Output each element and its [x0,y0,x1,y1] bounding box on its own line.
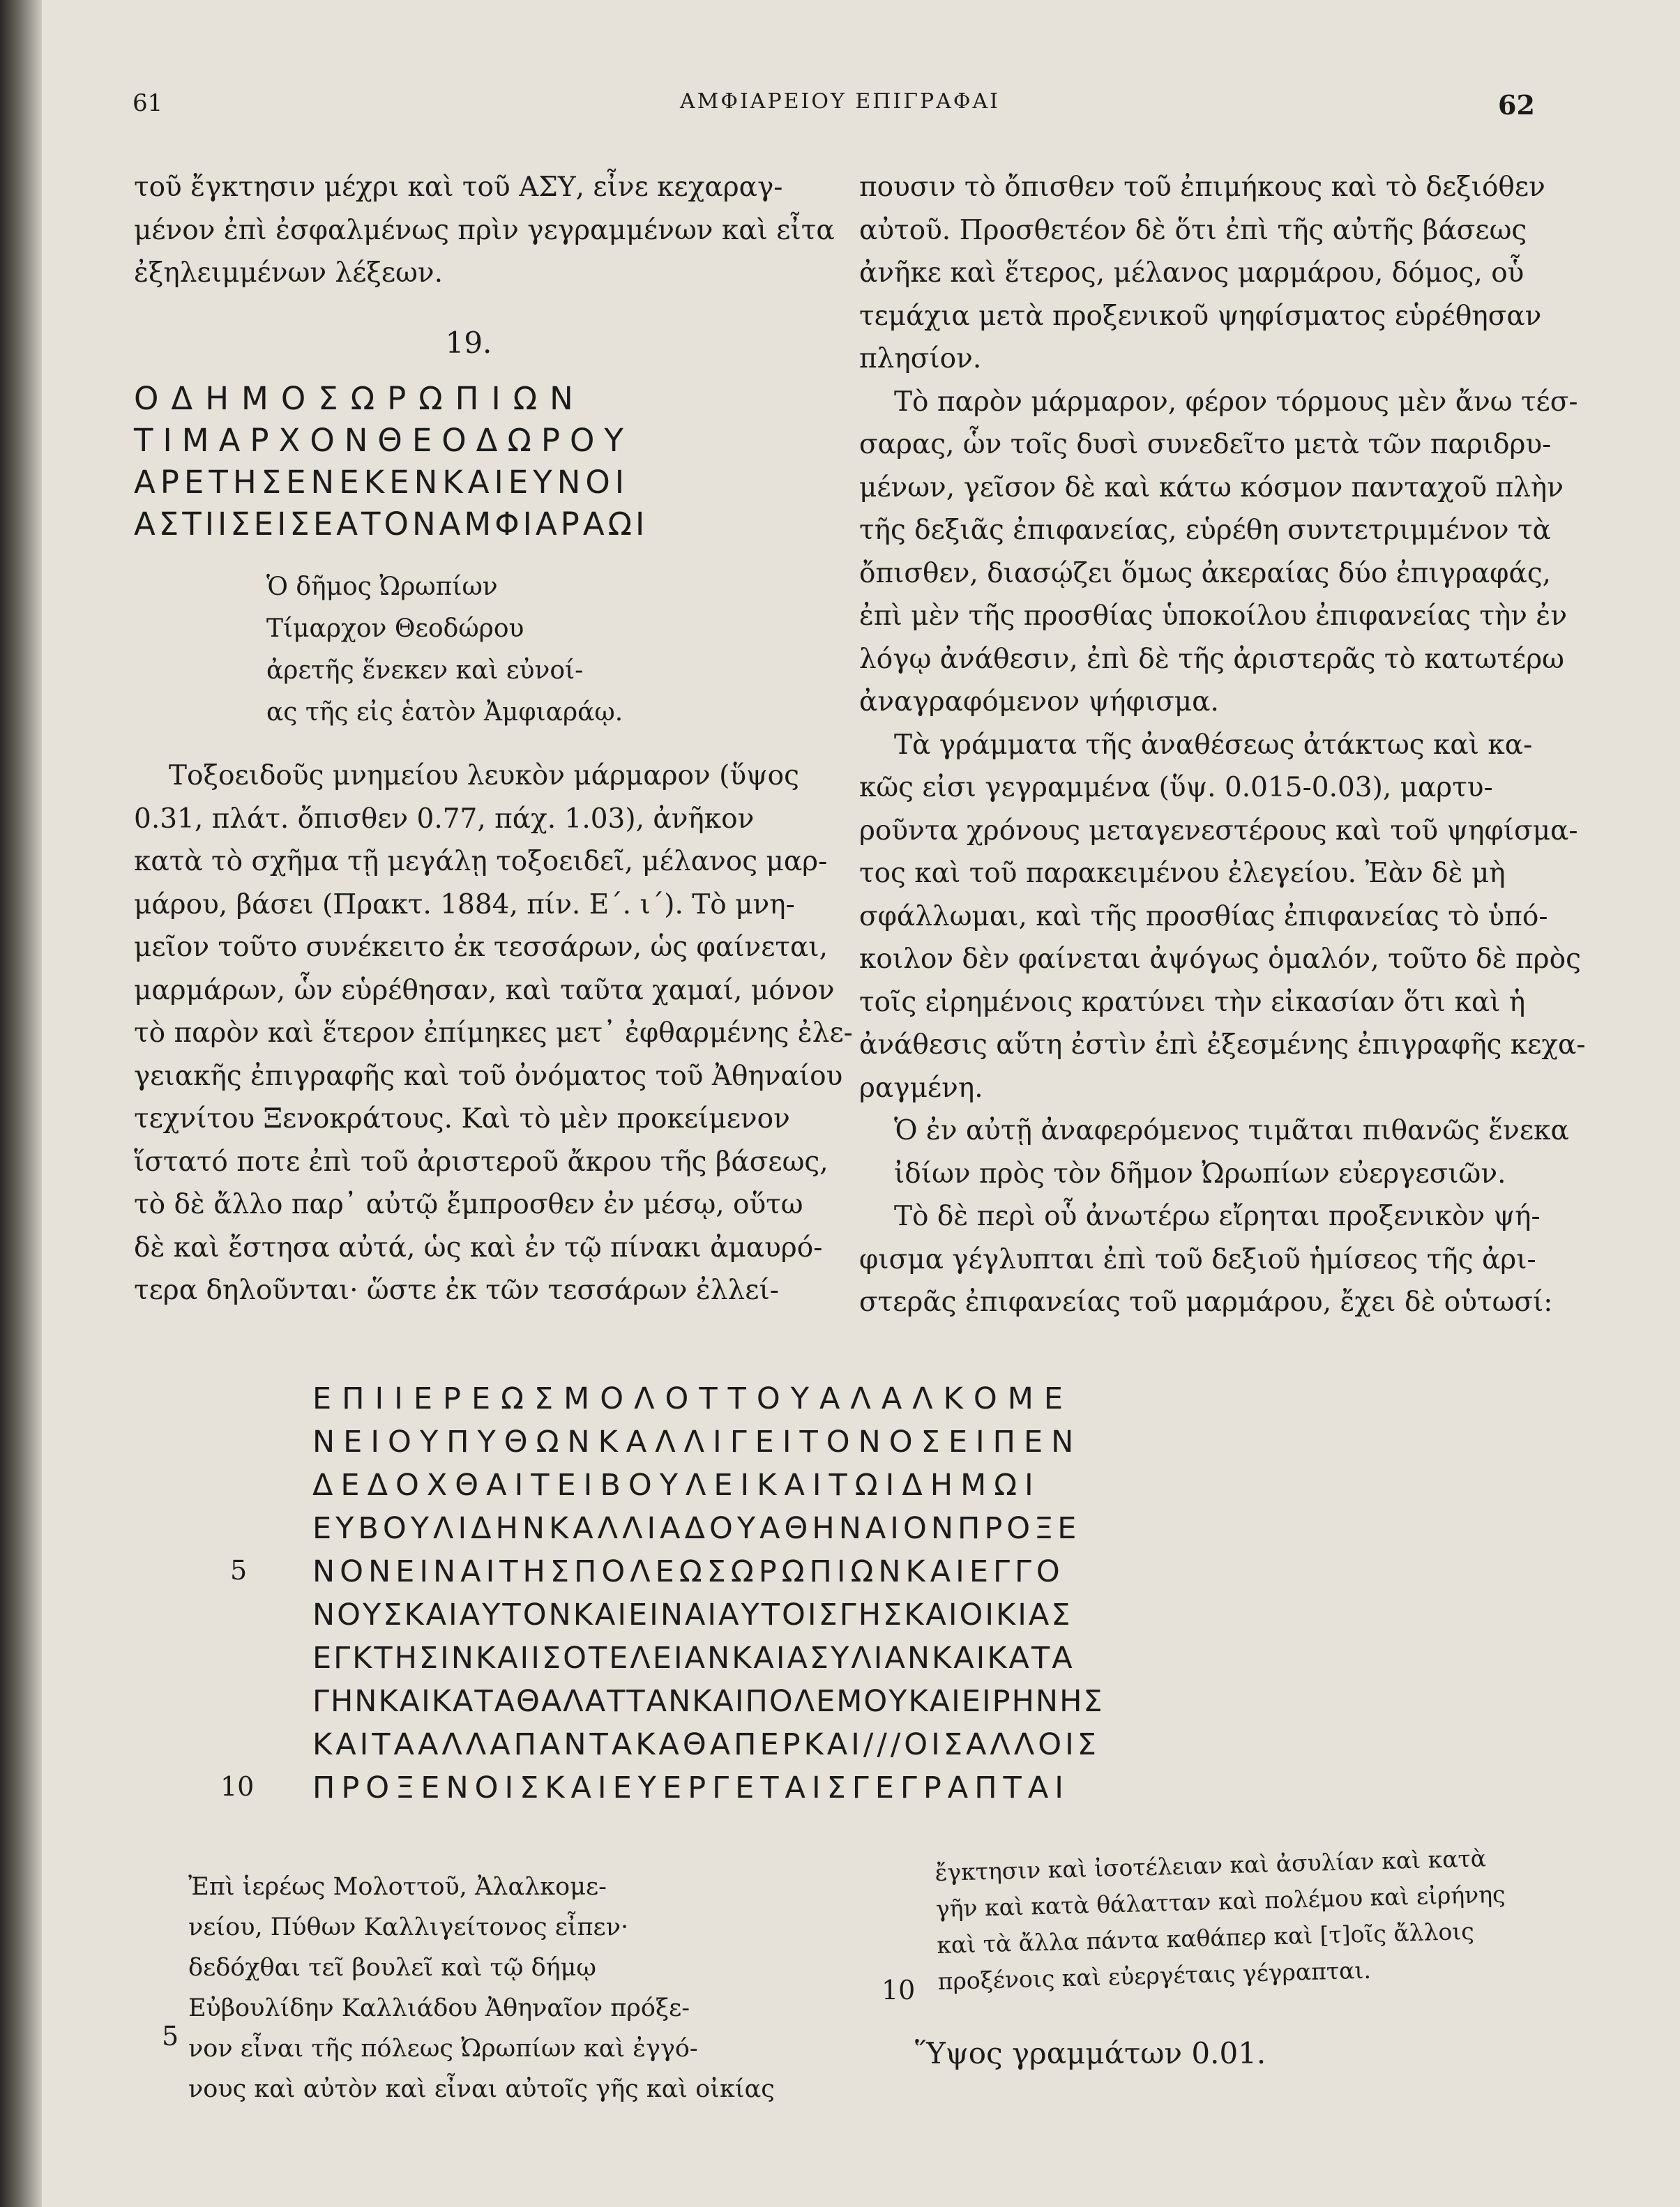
transcription-line: δεδόχθαι τεῖ βουλεῖ καὶ τῷ δήμῳ [188,1954,596,1982]
text-line: μένων, γεῖσον δὲ καὶ κάτω κόσμον πανταχοῦ πλὴν [859,471,1564,503]
transcription-line: Εὐβουλίδην Καλλιάδου Ἀθηναῖον πρόξε- [188,1994,690,2022]
transcription-line: Τίμαρχον Θεοδώρου [266,614,524,643]
text-line: μένον ἐπὶ ἐσφαλμένως πρὶν γεγραμμένων καὶ εἶτα [134,214,835,246]
text-line: κατὰ τὸ σχῆμα τῇ μεγάλῃ τοξοειδεῖ, μέλανος μαρ- [134,846,828,877]
line-number: 10 [881,1975,916,2005]
text-line: πουσιν τὸ ὄπισθεν τοῦ ἐπιμήκους καὶ τὸ δεξιόθεν [859,172,1545,203]
intro-paragraph [134,166,835,295]
transcription-line: γῆν καὶ κατὰ θάλατταν καὶ πολέμου καὶ εἰρήνης [935,1880,1506,1922]
text-line: κοιλον δὲν φαίνεται ἀψόγως ὁμαλόν, τοῦτο δὲ πρὸς [859,943,1581,975]
left-column [134,166,853,1312]
inscription-line: ΓΗΝΚΑΙΚΑΤΑΘΑΛΑΤΤΑΝΚΑΙΠΟΛΕΜΟΥΚΑΙΕΙΡΗΝΗΣ [312,1684,1104,1719]
text-line: τῆς δεξιᾶς ἐπιφανείας, εὑρέθη συντετριμμένον τὰ [859,515,1551,546]
inscription-line: ΕΥΒΟΥΛΙΔΗΝΚΑΛΛΙΑΔΟΥΑΘΗΝΑΙΟΝΠΡΟΞΕ [312,1511,1081,1546]
text-line: λόγῳ ἀνάθεσιν, ἐπὶ δὲ τῆς ἀριστερᾶς τὸ κατωτέρω [859,643,1564,675]
text-line: μάρου, βάσει (Πρακτ. 1884, πίν. Ε΄. ι΄). Τὸ μνη- [134,888,795,920]
inscription-line: ΠΡΟΞΕΝΟΙΣΚΑΙΕΥΕΡΓΕΤΑΙΣΓΕΓΡΑΠΤΑΙ [312,1770,1070,1805]
decree-transcription-left [188,1867,795,2109]
text-line: τὸ δὲ ἄλλο παρ᾽ αὐτῷ ἔμπροσθεν ἐν μέσῳ, οὕτω [134,1189,803,1220]
inscription-transcription [266,566,803,734]
transcription-line: νους καὶ αὐτὸν καὶ εἶναι αὐτοῖς γῆς καὶ οἰκίας [188,2075,775,2103]
text-line: ἀναγραφόμενον ψήφισμα. [859,686,1219,718]
line-number: 5 [230,1555,248,1586]
text-line: μεῖον τοῦτο συνέκειτο ἐκ τεσσάρων, ὡς φαίνεται, [134,932,828,963]
text-line: δὲ καὶ ἔστησα αὐτά, ὡς καὶ ἐν τῷ πίνακι ἀμαυρό- [134,1231,823,1264]
paragraph-honoured [859,1109,1569,1195]
text-line: Ὁ ἐν αὐτῇ ἀναφερόμενος τιμᾶται πιθανῶς ἕνεκα [894,1115,1569,1146]
text-line: στερᾶς ἐπιφανείας τοῦ μαρμάρου, ἔχει δὲ οὑτωσί: [859,1287,1553,1318]
inscription-line: ΕΓΚΤΗΣΙΝΚΑΙΙΣΟΤΕΛΕΙΑΝΚΑΙΑΣΥΛΙΑΝΚΑΙΚΑΤΑ [312,1641,1075,1676]
inscription-line: ΔΕΔΟΧΘΑΙΤΕΙΒΟΥΛΕΙΚΑΙΤΩΙΔΗΜΩΙ [312,1468,1041,1503]
text-line: ἵστατό ποτε ἐπὶ τοῦ ἀριστεροῦ ἄκρου τῆς βάσεως, [134,1146,828,1178]
text-line: 0.31, πλάτ. ὄπισθεν 0.77, πάχ. 1.03), ἀνῆκον [134,803,755,835]
paragraph-continuation [859,166,1545,381]
paragraph-decree [859,1195,1553,1324]
left-page-number: 61 [133,89,163,117]
transcription-line: Ὁ δῆμος Ὠρωπίων [266,572,498,601]
inscription-line: ΝΟΝΕΙΝΑΙΤΗΣΠΟΛΕΩΣΩΡΩΠΙΩΝΚΑΙΕΓΓΟ [312,1554,1065,1589]
inscription-line: ΚΑΙΤΑΑΛΛΑΠΑΝΤΑΚΑΘΑΠΕΡΚΑΙ///ΟΙΣΑΛΛΟΙΣ [312,1727,1100,1762]
text-line: ἀνάθεσις αὕτη ἐστὶν ἐπὶ ἐξεσμένης ἐπιγραφῆς κεχα- [859,1029,1586,1061]
inscription-line: ΕΠΙΙΕΡΕΩΣΜΟΛΟΤΤΟΥΑΛΑΛΚΟΜΕ [312,1381,1073,1416]
text-line: κῶς εἰσι γεγραμμένα (ὕψ. 0.015-0.03), μαρτυ- [859,772,1493,803]
text-line: τεμάχια μετὰ προξενικοῦ ψηφίσματος εὑρέθησαν [859,300,1542,332]
text-line: πλησίον. [859,343,982,374]
transcription-line: Ἐπὶ ἱερέως Μολοττοῦ, Ἀλαλκομε- [188,1873,607,1901]
transcription-line: ἀρετῆς ἕνεκεν καὶ εὐνοί- [266,656,584,685]
section-number: 19. [445,325,492,360]
transcription-line: καὶ τὰ ἄλλα πάντα καθάπερ καὶ [τ]οῖς ἄλλοις [936,1917,1475,1959]
paragraph-marble [859,381,1578,724]
inscription-line: ΟΔΗΜΟΣΩΡΩΠΙΩΝ [134,380,586,417]
right-column [859,166,1586,1324]
inscription-line: ΑΡΕΤΗΣΕΝΕΚΕΝΚΑΙΕΥΝΟΙ [134,464,630,501]
text-line: Τὰ γράμματα τῆς ἀναθέσεως ἀτάκτως καὶ κα- [894,729,1533,761]
text-line: Τὸ δὲ περὶ οὗ ἀνωτέρω εἴρηται προξενικὸν ψή- [894,1201,1541,1232]
inscription-line: ΝΟΥΣΚΑΙΑΥΤΟΝΚΑΙΕΙΝΑΙΑΥΤΟΙΣΓΗΣΚΑΙΟΙΚΙΑΣ [312,1598,1073,1632]
text-line: Τοξοειδοῦς μνημείου λευκὸν μάρμαρον (ὕψος [169,760,799,791]
text-line: ραγμένη. [859,1072,983,1104]
decree-transcription-right [934,1839,1538,1999]
line-number: 10 [220,1771,255,1802]
inscription-capitals [134,378,803,545]
inscription-line: ΤΙΜΑΡΧΟΝΘΕΟΔΩΡΟΥ [134,422,633,459]
decree-inscription [312,1377,1400,1810]
text-line: φισμα γέγλυπται ἐπὶ τοῦ δεξιοῦ ἡμίσεος τῆς ἀρι- [859,1243,1536,1275]
book-gutter [0,0,42,2207]
text-line: τος καὶ τοῦ παρακειμένου ἐλεγείου. Ἐὰν δὲ μὴ [859,858,1506,889]
text-line: τοῦ ἔγκτησιν μέχρι καὶ τοῦ ΑΣΥ, εἶνε κεχαραγ- [134,172,783,203]
paragraph-letters [859,724,1586,1110]
inscription-line: ΑΣΤΙΙΣΕΙΣΕΑΤΟΝΑΜΦΙΑΡΑΩΙ [134,506,649,543]
text-line: τοῖς εἰρημένοις κρατύνει τὴν εἰκασίαν ὅτι καὶ ἡ [859,986,1526,1018]
line-number: 5 [162,2021,179,2051]
right-page-number: 62 [1498,89,1535,121]
text-line: γειακῆς ἐπιγραφῆς καὶ τοῦ ὀνόματος τοῦ Ἀθηναίου [134,1060,843,1092]
letter-height-note: Ὕψος γραμμάτων 0.01. [915,2036,1266,2070]
transcription-line: νείου, Πύθων Καλλιγείτονος εἶπεν· [188,1913,629,1941]
text-line: τὸ παρὸν καὶ ἕτερον ἐπίμηκες μετ᾽ ἐφθαρμένης ἐλε- [134,1017,853,1049]
inscription-line: ΝΕΙΟΥΠΥΘΩΝΚΑΛΛΙΓΕΙΤΟΝΟΣΕΙΠΕΝ [312,1425,1082,1459]
text-line: σφάλλωμαι, καὶ τῆς προσθίας ἐπιφανείας τὸ ὑπό- [859,900,1548,932]
text-line: Τὸ παρὸν μάρμαρον, φέρον τόρμους μὲν ἄνω τέσ- [894,386,1578,418]
text-line: ἐπὶ μὲν τῆς προσθίας ὑποκοίλου ἐπιφανείας τὴν ἐν [859,600,1568,632]
text-line: σαρας, ὧν τοῖς δυσὶ συνεδεῖτο μετὰ τῶν παριδρυ- [859,429,1552,460]
running-title: ΑΜΦΙΑΡΕΙΟΥ ΕΠΙΓΡΑΦΑΙ [679,89,1001,114]
text-line: ὄπισθεν, διασῴζει ὅμως ἀκεραίας δύο ἐπιγραφάς, [859,557,1552,589]
transcription-line: ας τῆς εἰς ἑατὸν Ἀμφιαράῳ. [266,698,623,727]
transcription-line: νον εἶναι τῆς πόλεως Ὠρωπίων καὶ ἐγγό- [188,2035,698,2063]
text-line: ροῦντα χρόνους μεταγενεστέρους καὶ τοῦ ψηφίσμα- [859,814,1578,847]
transcription-line: προξένοις καὶ εὐεργέταις γέγραπται. [937,1956,1372,1995]
text-line: αὐτοῦ. Προσθετέον δὲ ὅτι ἐπὶ τῆς αὐτῆς βάσεως [859,214,1527,246]
description-paragraph [134,754,853,1312]
text-line: ἰδίων πρὸς τὸν δῆμον Ὠρωπίων εὐεργεσιῶν. [894,1158,1506,1190]
text-line: ἐξηλειμμένων λέξεων. [134,257,444,289]
text-line: τεχνίτου Ξενοκράτους. Καὶ τὸ μὲν προκείμενον [134,1103,790,1135]
text-line: μαρμάρων, ὧν εὑρέθησαν, καὶ ταῦτα χαμαί, μόνον [134,974,835,1006]
text-line: ἀνῆκε καὶ ἕτερος, μέλανος μαρμάρου, δόμος, οὗ [859,257,1524,289]
transcription-line: ἔγκτησιν καὶ ἰσοτέλειαν καὶ ἀσυλίαν καὶ κατὰ [934,1844,1487,1886]
text-line: τερα δηλοῦνται· ὥστε ἐκ τῶν τεσσάρων ἐλλεί- [134,1275,779,1306]
